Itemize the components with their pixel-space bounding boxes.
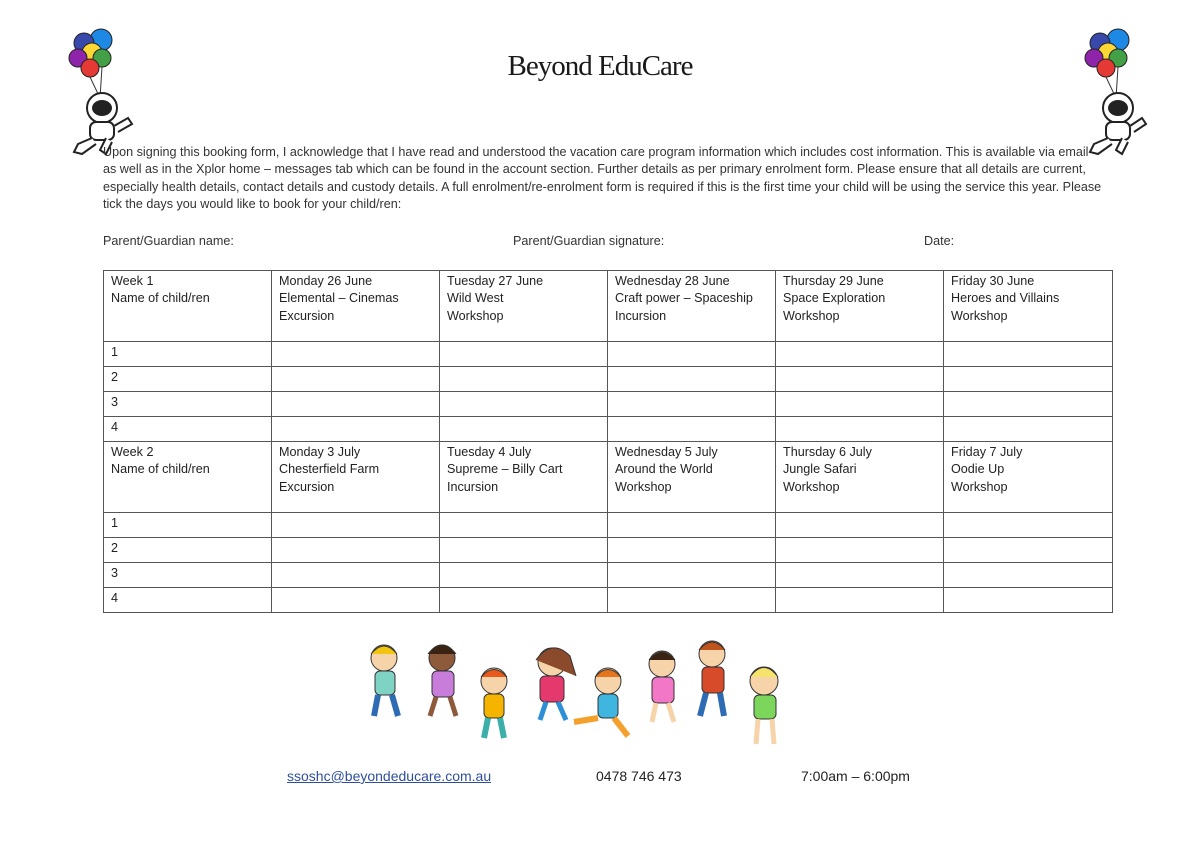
booking-tick-cell[interactable] [944,417,1113,442]
booking-tick-cell[interactable] [608,513,776,538]
booking-tick-cell[interactable] [776,417,944,442]
booking-tick-cell[interactable] [776,392,944,417]
day-header-cell: Thursday 6 July Jungle Safari Workshop [776,442,944,513]
booking-tick-cell[interactable] [776,588,944,613]
booking-tick-cell[interactable] [944,563,1113,588]
booking-tick-cell[interactable] [944,513,1113,538]
booking-tick-cell[interactable] [272,392,440,417]
day-header-cell: Tuesday 27 June Wild West Workshop [440,271,608,342]
booking-tick-cell[interactable] [272,417,440,442]
date-label: Date: [924,234,955,248]
booking-tick-cell[interactable] [272,513,440,538]
table-row [104,538,1113,563]
booking-tick-cell[interactable] [272,342,440,367]
table-row [104,417,1113,442]
week-label-cell: Week 2 Name of child/ren [104,442,272,513]
page-title: Beyond EduCare [507,50,693,82]
contact-footer [0,768,1200,788]
booking-tick-cell[interactable] [776,367,944,392]
booking-tick-cell[interactable] [272,367,440,392]
booking-tick-cell[interactable] [440,538,608,563]
day-header-cell: Thursday 29 June Space Exploration Workshop [776,271,944,342]
day-header-cell: Monday 26 June Elemental – Cinemas Excursion [272,271,440,342]
booking-tick-cell[interactable] [608,342,776,367]
child-name-cell[interactable]: 2 [104,367,272,392]
week-label-cell: Week 1 Name of child/ren [104,271,272,342]
booking-tick-cell[interactable] [776,513,944,538]
booking-tick-cell[interactable] [440,342,608,367]
week-header-row [104,442,1113,513]
booking-tick-cell[interactable] [944,588,1113,613]
phone-number: 0478 746 473 [596,768,682,784]
booking-tick-cell[interactable] [944,538,1113,563]
parent-signature-label: Parent/Guardian signature: [513,234,665,248]
child-name-cell[interactable]: 3 [104,563,272,588]
week-header-row [104,271,1113,342]
table-row [104,392,1113,417]
astronaut-balloons-icon [1078,26,1148,156]
booking-tick-cell[interactable] [944,392,1113,417]
signature-row [103,234,1103,252]
day-header-cell: Monday 3 July Chesterfield Farm Excursion [272,442,440,513]
booking-tick-cell[interactable] [272,538,440,563]
day-header-cell: Wednesday 5 July Around the World Workshop [608,442,776,513]
acknowledgement-paragraph: Upon signing this booking form, I acknowledge that I have read and understood the vacation care program information which includes cost information. This is available via email as well as in the Xplor home – messages tab which can be found in the account section. Further details as per primary enrolment form. Please ensure that all details are current, especially health details, contact details and custody details. A full enrolment/re-enrolment form is required if this is the first time your child will be using the service this year. Please tick the days you would like to book for your child/ren: [103,145,1102,211]
booking-tick-cell[interactable] [440,563,608,588]
parent-name-label: Parent/Guardian name: [103,234,234,248]
booking-tick-cell[interactable] [776,563,944,588]
child-name-cell[interactable]: 1 [104,342,272,367]
booking-tick-cell[interactable] [440,513,608,538]
booking-tick-cell[interactable] [944,367,1113,392]
table-row [104,588,1113,613]
booking-tick-cell[interactable] [776,538,944,563]
booking-tick-cell[interactable] [272,563,440,588]
table-row [104,563,1113,588]
email-link[interactable]: ssoshc@beyondeducare.com.au [287,768,492,784]
child-name-cell[interactable]: 3 [104,392,272,417]
booking-tick-cell[interactable] [944,342,1113,367]
booking-tick-cell[interactable] [440,367,608,392]
booking-tick-cell[interactable] [608,588,776,613]
opening-hours: 7:00am – 6:00pm [801,768,910,784]
child-name-cell[interactable]: 2 [104,538,272,563]
booking-tick-cell[interactable] [440,417,608,442]
child-name-cell[interactable]: 1 [104,513,272,538]
day-header-cell: Wednesday 28 June Craft power – Spaceship Incursion [608,271,776,342]
booking-tick-cell[interactable] [608,563,776,588]
table-row [104,513,1113,538]
booking-tick-cell[interactable] [440,392,608,417]
table-row [104,342,1113,367]
day-header-cell: Friday 30 June Heroes and Villains Workshop [944,271,1113,342]
booking-tick-cell[interactable] [776,342,944,367]
booking-tick-cell[interactable] [608,367,776,392]
table-row [104,367,1113,392]
astronaut-balloons-icon [64,26,134,156]
child-name-cell[interactable]: 4 [104,417,272,442]
jumping-children-illustration [362,636,802,754]
booking-tick-cell[interactable] [440,588,608,613]
booking-tick-cell[interactable] [272,588,440,613]
booking-tick-cell[interactable] [608,538,776,563]
day-header-cell: Friday 7 July Oodie Up Workshop [944,442,1113,513]
day-header-cell: Tuesday 4 July Supreme – Billy Cart Incursion [440,442,608,513]
booking-tick-cell[interactable] [608,392,776,417]
booking-table [103,270,1113,613]
child-name-cell[interactable]: 4 [104,588,272,613]
booking-tick-cell[interactable] [608,417,776,442]
